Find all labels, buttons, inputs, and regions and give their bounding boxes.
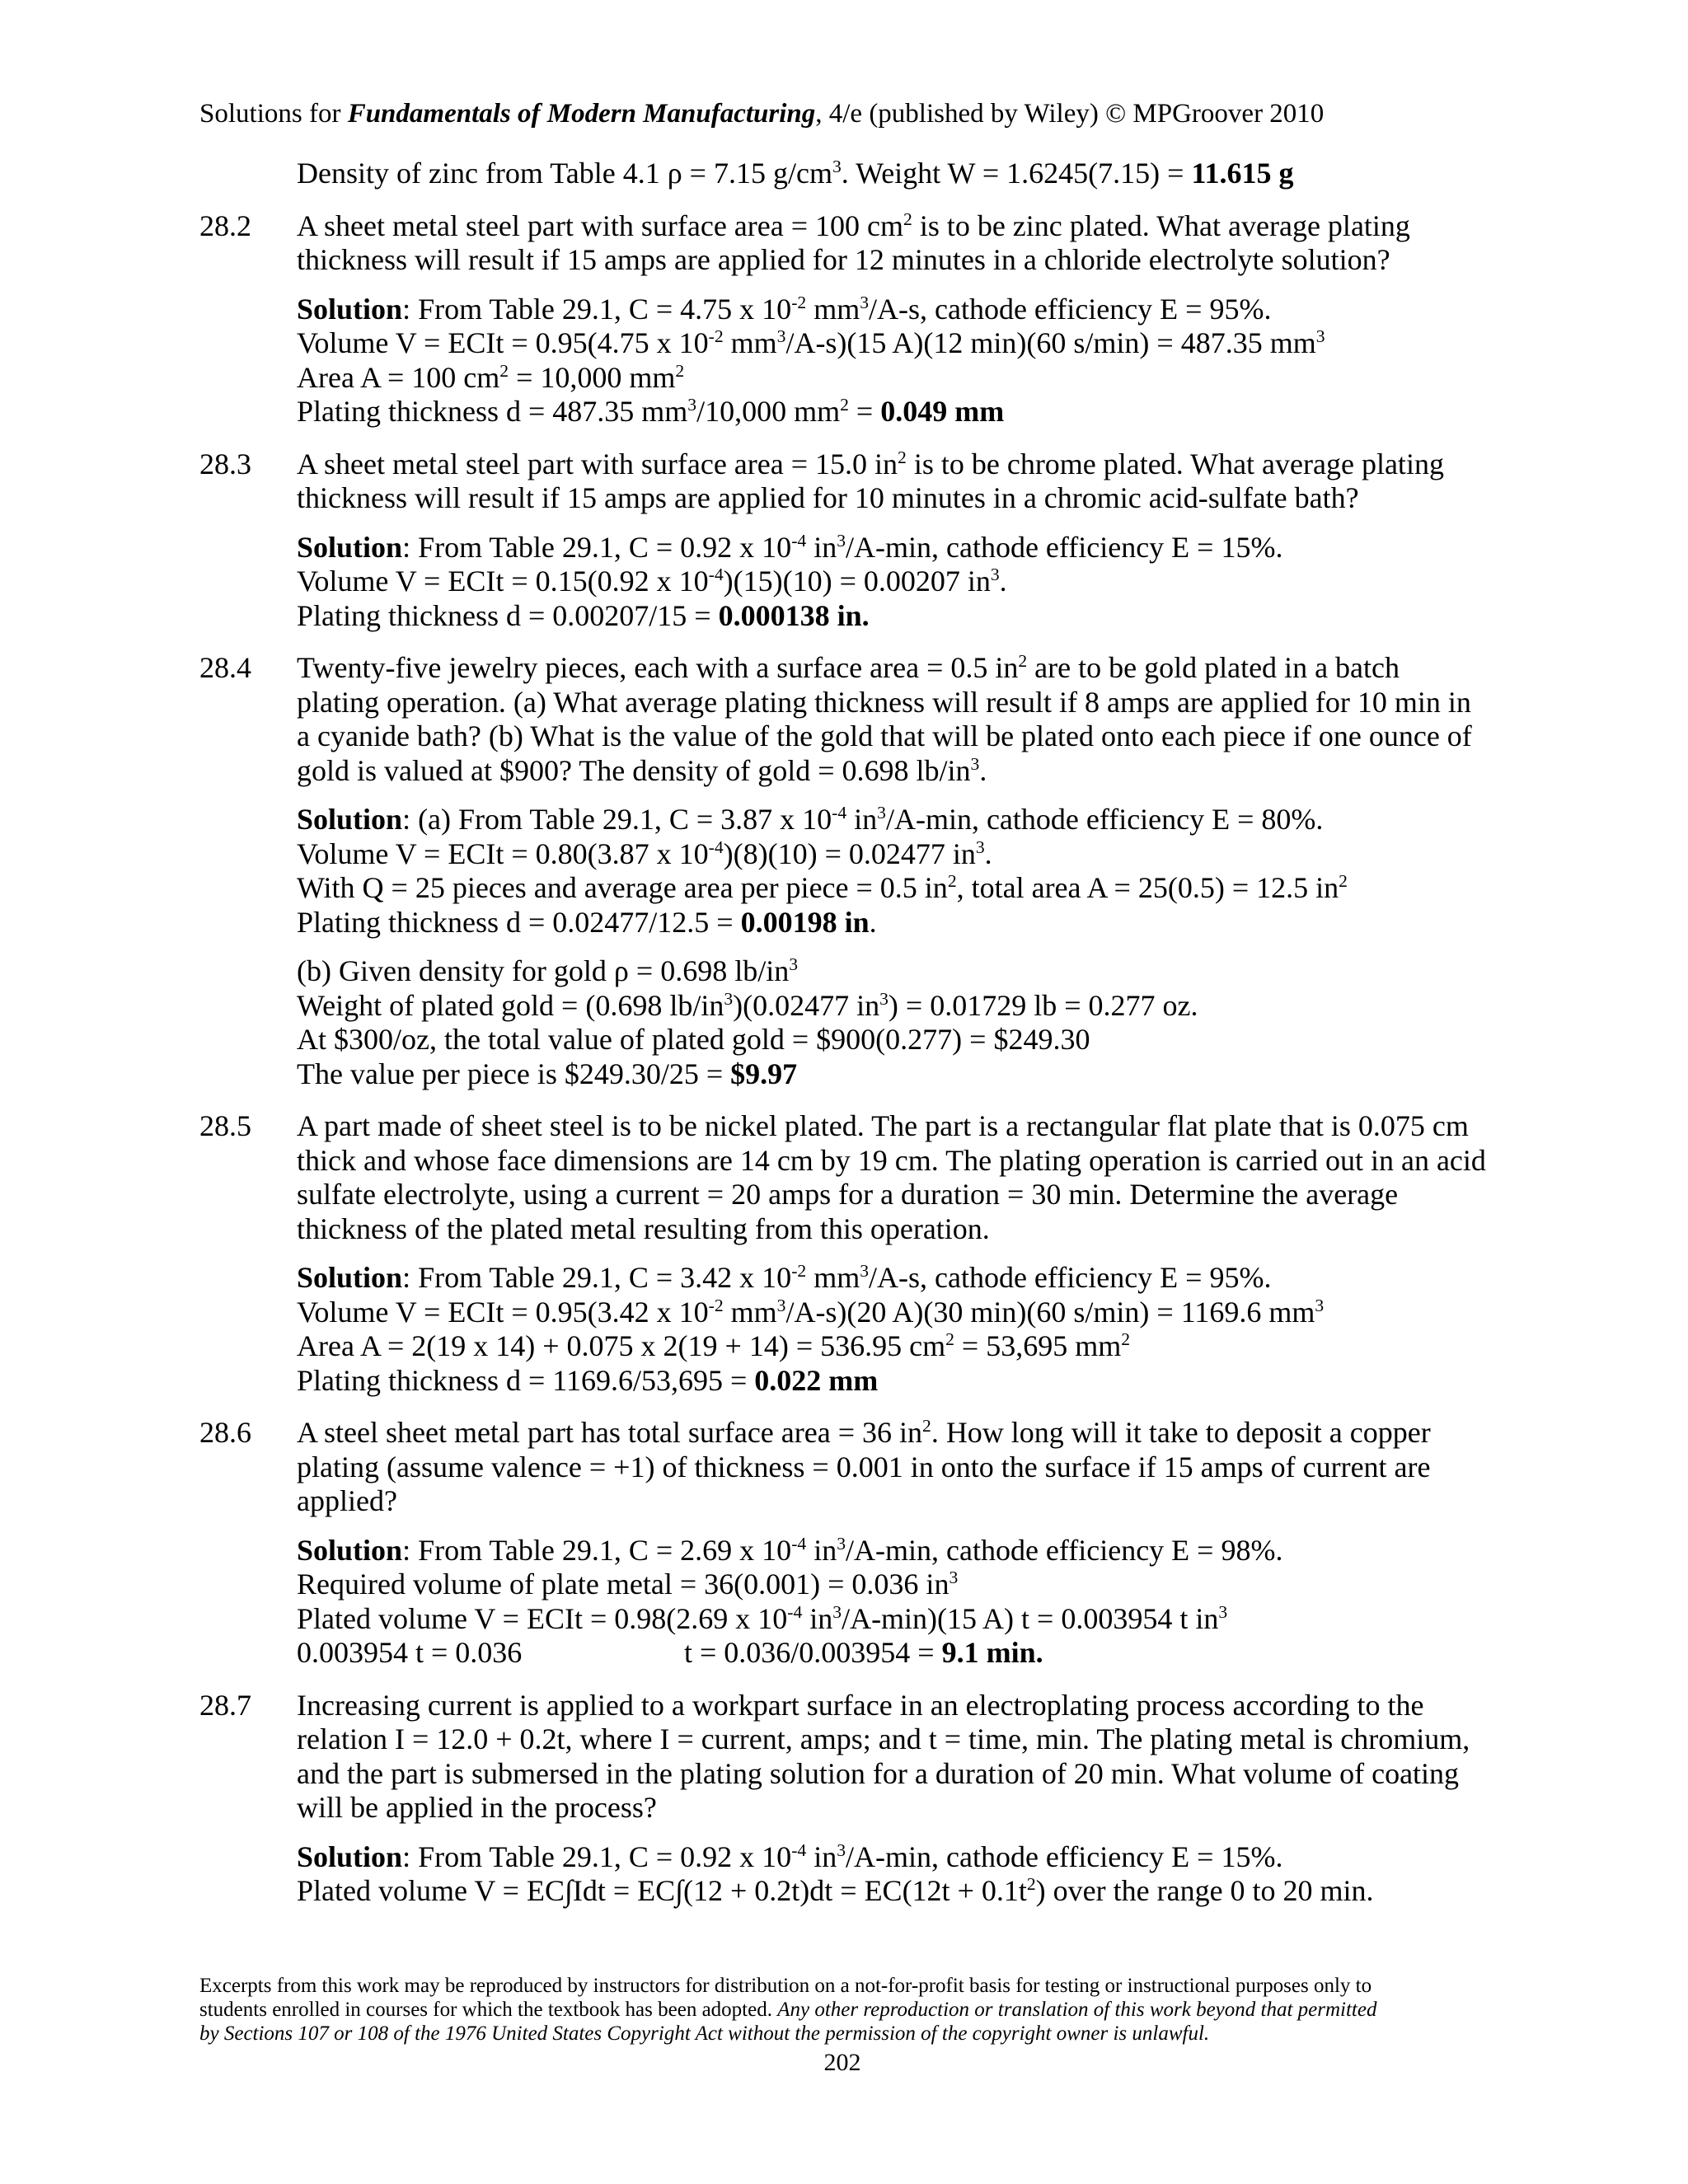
solution-28-4a: Solution: (a) From Table 29.1, C = 3.87 x $10^{-4}$ $in^3/A-\min$, cathode efficiency E = 80%. Volume V = ECIt = 0.80(3.87 x $10^{-4})(8)(10) = 0.02477$ $in^3$. With Q = 25 pieces and average area per piece = 0.5 $in^2$, total area A = 25(0.5) = 12.5 $in^2$ Plating thickness d = 0.02477/12.5 = 0.00198 in. — [297, 803, 1348, 939]
answer-28-4a: 0.00198 in — [740, 905, 870, 939]
problem-number: 28.2 — [199, 209, 251, 242]
solution-label: Solution — [297, 530, 403, 564]
answer-28-5: 0.022 mm — [754, 1363, 879, 1397]
book-title: Fundamentals of Modern Manufacturing — [347, 99, 816, 129]
solution-label: Solution — [297, 1840, 403, 1873]
page-content — [199, 157, 1485, 1909]
solution-28-2: Solution: From Table 29.1, C = 4.75 x $10^{-2}$ $mm^3/A-s$, cathode efficiency E = 95%. Volume V = ECIt = 0.95(4.75 x $10^{-2}$ $mm^3/A-s)(15$ A)(12 min)(60 s/min) = 487.35 $mm^3$ Area A = 100 $cm^2 = 10,000$ $mm^2$ Plating thickness d = 487.35 $mm^3/10,000$ $mm^2 = 0.049$ mm — [297, 292, 1325, 428]
solution-28-6: Solution: From Table 29.1, C = 2.69 x $10^{-4}$ $in^3/A-\min$, cathode efficiency E = 98%. Required volume of plate metal = 36(0.001) = 0.036 $in^3$ Plated volume V = ECIt = 0.98(2.69 x $10^{-4}$ $in^3/A-\min)(15$ A) t = 0.003954 t $in^3$ 0.003954 t = 0.036 t = 0.036/0.003954 = 9.1 min. — [297, 1533, 1283, 1669]
solution-label: Solution — [297, 1533, 403, 1567]
problem-number: 28.6 — [199, 1416, 251, 1449]
problem-number: 28.3 — [199, 447, 251, 480]
problem-28-7 — [199, 1689, 1485, 1825]
solution-label: Solution — [297, 1261, 403, 1294]
problem-28-2 — [199, 209, 1485, 278]
problem-text: A sheet metal steel part with surface area = 15.0 $in^2$ is to be chrome plated. What average plating thickness will result if 15 amps are applied for 10 minutes in a chromic acid-sulfate bath? — [297, 447, 1444, 514]
solution-label: Solution — [297, 803, 403, 836]
answer-28-2: 0.049 mm — [880, 395, 1005, 428]
problem-number: 28.5 — [199, 1109, 251, 1142]
answer-28-3: 0.000138 in. — [718, 598, 870, 632]
problem-text: A steel sheet metal part has total surface area = 36 $in^2$. How long will it take to deposit a copper plating (assume valence = +1) of thickness = 0.001 in onto the surface if 15 amps of current are applied? — [297, 1416, 1431, 1517]
page-number: 202 — [823, 2049, 861, 2076]
problem-text: Increasing current is applied to a workpart surface in an electroplating process according to the relation I = 12.0 + 0.2t, where I = current, amps; and t = time, min. The plating metal is chromium, and the part is submersed in the plating solution for a duration of 20 min. What volume of coating will be applied in the process? — [297, 1688, 1470, 1824]
problem-28-6 — [199, 1416, 1485, 1519]
header-suffix: , 4/e (published by Wiley) © MPGroover 2010 — [815, 99, 1325, 129]
density-line: Density of zinc from Table 4.1 ρ = 7.15 $g/cm^3$. Weight W = 1.6245(7.15) = 11.615 g — [297, 157, 1294, 190]
solution-28-3: Solution: From Table 29.1, C = 0.92 x $10^{-4}$ $in^3/A-\min$, cathode efficiency E = 15%. Volume V = ECIt = 0.15(0.92 x $10^{-4})(15)(10) = 0.00207$ $in^3$. Plating thickness d = 0.00207/15 = 0.000138 in. — [297, 530, 1283, 632]
density-answer: 11.615 g — [1191, 157, 1294, 190]
problem-28-3 — [199, 448, 1485, 516]
solution-28-4b: (b) Given density for gold ρ = 0.698 $lb/in^3$ Weight of plated gold = (0.698 $lb/in^3)(0.02477$ $in^3) = 0.01729$ lb = 0.277 oz. At $300/oz, the total value of plated gold = $900(0.277) = $249.30 The value per piece is $249.30/25 = $9.97 — [297, 954, 1198, 1090]
problem-text: A sheet metal steel part with surface area = 100 $cm^2$ is to be zinc plated. What average plating thickness will result if 15 amps are applied for 12 minutes in a chloride electrolyte solution? — [297, 209, 1410, 276]
problem-text: A part made of sheet steel is to be nickel plated. The part is a rectangular flat plate that is 0.075 cm thick and whose face dimensions are 14 cm by 19 cm. The plating operation is carried out in an acid sulfate electrolyte, using a current = 20 amps for a duration = 30 min. Determine the average thickness of the plated metal resulting from this operation. — [297, 1109, 1486, 1245]
solution-label: Solution — [297, 292, 403, 326]
header-prefix: Solutions for — [199, 99, 348, 129]
problem-text: Twenty-five jewelry pieces, each with a surface area = 0.5 $in^2$ are to be gold plated in a batch plating operation. (a) What average plating thickness will result if 8 amps are applied for 10 min in a cyanide bath? (b) What is the value of the gold that will be plated onto each piece if one ounce of gold is valued at $900? The density of gold = 0.698 $lb/in^3$. — [297, 651, 1472, 787]
answer-28-6: 9.1 min. — [941, 1636, 1043, 1669]
problem-28-4 — [199, 651, 1485, 788]
problem-number: 28.7 — [199, 1688, 251, 1722]
problem-28-5 — [199, 1109, 1485, 1246]
copyright-footer: Excerpts from this work may be reproduced by instructors for distribution on a not-for-profit basis for testing or instructional purposes only to students enrolled in courses for which the textbook has been adopted. Any other reproduction or translation of this work beyond that permitted by Sections 107 or 108 of the 1976 United States Copyright Act without the permission of the copyright owner is unlawful. 202 — [199, 1974, 1485, 2074]
problem-number: 28.4 — [199, 651, 251, 684]
solution-28-5: Solution: From Table 29.1, C = 3.42 x $10^{-2}$ $mm^3/A-s$, cathode efficiency E = 95%. Volume V = ECIt = 0.95(3.42 x $10^{-2}$ $mm^3/A-s)(20$ A)(30 min)(60 s/min) = 1169.6 $mm^3$ Area A = 2(19 x 14) + 0.075 x 2(19 + 14) = 536.95 $cm^2 = 53,695$ $mm^2$ Plating thickness d = 1169.6/53,695 = 0.022 mm — [297, 1261, 1325, 1397]
running-header — [199, 97, 1324, 130]
answer-28-4b: $9.97 — [730, 1057, 798, 1090]
solution-28-7: Solution: From Table 29.1, C = 0.92 x $10^{-4}$ $in^3/A-\min$, cathode efficiency E = 15%. Plated volume $V = EC\int Idt = EC\int(12 + 0.2t)dt = EC(12t + 0.1t^2)$ over the range 0 to 20 min. — [297, 1840, 1374, 1907]
